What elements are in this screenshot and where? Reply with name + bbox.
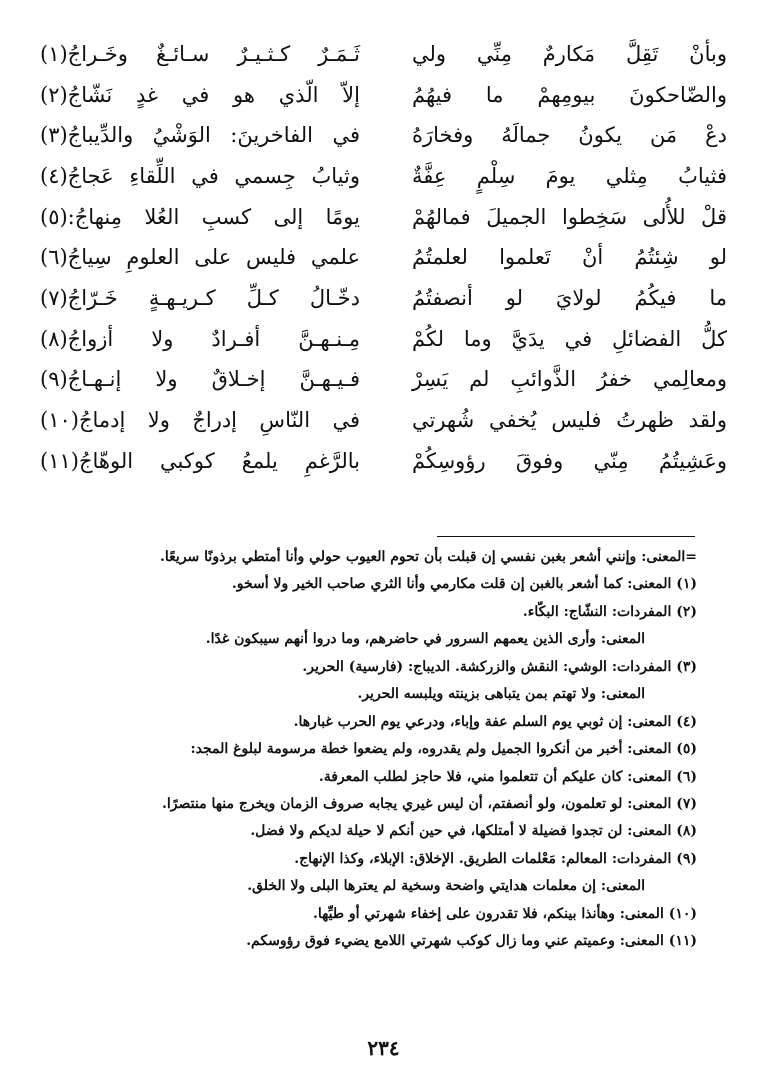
verse-line: [40, 156, 727, 197]
footnotes: [60, 544, 697, 956]
verse-second-hemistich: فـيـهـنَّ إخـلاقٌ ولا إنـهـاجُ(٩): [40, 367, 360, 392]
verse-first-hemistich: والضّاحكونَ بيومِهمْ ما فيهُمُ: [412, 82, 727, 107]
verse-first-hemistich: وعَشِيتُمُ مِنّي وفوقَ رؤوسِكُمْ: [412, 448, 727, 473]
verse-second-hemistich: في الفاخرينَ: الوَشْيُ والدِّيباجُ(٣): [40, 123, 360, 148]
verse-second-hemistich: مِـنـهـنَّ أفـرادٌ ولا أزواجُ(٨): [40, 326, 360, 351]
verse-first-hemistich: قلْ للأُلى سَخِطوا الجميلَ فمالهُمْ: [412, 204, 727, 229]
verse-second-hemistich: يومًا إلى كسبِ العُلا مِنهاجُ:(٥): [40, 204, 360, 229]
footnote-text: المعالم: مَعْلمات الطريق. الإخلاق: الإبلاء، وكذا الإنهاج.: [294, 850, 607, 867]
footnote-label: (١٠) المعنى:: [619, 905, 697, 922]
verse-second-hemistich: في النّاسِ إدراجٌ ولا إدماجُ(١٠): [40, 408, 360, 433]
verse-line: [40, 400, 727, 441]
footnote-label: (١) المعنى:: [627, 576, 697, 592]
footnote: [60, 544, 697, 571]
footnote-text: لن تجدوا فضيلة لا أمتلكها، في حين أنكم لا حيلة لديكم ولا فضل.: [250, 823, 623, 839]
verse-first-hemistich: ما فيكُمُ لولايَ لو أنصفتُمُ: [412, 285, 727, 310]
footnote: [60, 681, 697, 709]
footnote-text: ولا تهتم بمن يتباهى بزينته ويلبسه الحرير.: [357, 686, 597, 702]
footnote: [60, 599, 697, 627]
footnote-text: إن معلمات هدايتي واضحة وسخية لم يعترها البلى ولا الخلق.: [247, 878, 597, 894]
footnote-text: أخبر من أنكروا الجميل ولم يقدروه، ولم يضعوا خطة مرسومة لبلوغ المجد:: [190, 741, 623, 757]
poem: [40, 34, 727, 482]
page-number: ٢٣٤: [367, 1036, 400, 1060]
footnote: [60, 626, 697, 654]
footnote-text: لو تعلمون، ولو أنصفتم، أن ليس غيري يجابه صروف الزمان ويخرج منها منتصرًا.: [162, 796, 623, 812]
footnote: [60, 571, 697, 599]
footnote: [60, 764, 697, 792]
verse-line: [40, 237, 727, 278]
verse-line: [40, 360, 727, 401]
footnote: [60, 818, 697, 846]
footnote: [60, 709, 697, 737]
footnote-label: المعنى:: [600, 686, 645, 702]
footnote-text: وإنني أشعر بغبن نفسي إن قبلت بأن تحوم العيوب حولي وأنا أمتطي برذونًا سريعًا.: [160, 549, 637, 565]
footnote: [60, 901, 697, 929]
footnote-label: (٥) المعنى:: [627, 741, 697, 757]
footnote-label: (٣) المفردات:: [611, 658, 697, 675]
verse-second-hemistich: دخّـالُ كـلِّ كـريـهـةٍ خَـرّاجُ(٧): [40, 285, 360, 310]
footnote: [60, 846, 697, 874]
footnote-text: الوشي: النقش والزركشة. الديباج: (فارسية) الحرير.: [302, 658, 607, 675]
verse-first-hemistich: لو شِئتُمُ أنْ تَعلموا لعلمتُمُ: [412, 245, 727, 270]
footnote-label: المعنى:: [600, 878, 645, 894]
verse-first-hemistich: دعْ مَن يكونُ جمالَهُ وفخارَهُ: [412, 123, 727, 148]
footnote-separator: [437, 536, 695, 537]
verse-second-hemistich: إلاّ الّذي هو في غدٍ نَشّاجُ(٢): [40, 82, 360, 107]
footnote: [60, 736, 697, 764]
footnote-label: (١١) المعنى:: [619, 933, 697, 949]
footnote-text: إن ثوبي يوم السلم عفة وإباء، ودرعي يوم الحرب غبارها.: [293, 713, 623, 730]
verse-line: [40, 441, 727, 482]
footnote-text: النشّاج: البكّاء.: [522, 603, 607, 620]
footnote-text: كان عليكم أن تتعلموا مني، فلا حاجز لطلب المعرفة.: [318, 768, 623, 785]
verse-line: [40, 115, 727, 156]
verse-second-hemistich: وثيابُ جِسمي في اللِّقاءِ عَجاجُ(٤): [40, 163, 360, 188]
footnote-text: وهأنذا بينكم، فلا تقدرون على إخفاء شهرتي أو طيِّها.: [313, 905, 615, 922]
verse-first-hemistich: كلُّ الفضائلِ في يدَيَّ وما لكُمْ: [412, 326, 727, 351]
verse-line: [40, 319, 727, 360]
verse-second-hemistich: بالرَّغمِ يلمعُ كوكبي الوهّاجُ(١١): [40, 448, 360, 473]
verse-line: [40, 197, 727, 238]
footnote-text: كما أشعر بالغبن إن قلت مكارمي وأنا الثري صاحب الخير ولا أسخو.: [231, 576, 623, 592]
footnote-text: وأرى الذين يعمهم السرور في حاضرهم، وما دروا أنهم سيبكون غدًا.: [205, 631, 597, 647]
footnote-label: (٨) المعنى:: [627, 823, 697, 839]
footnote-label: (٩) المفردات:: [611, 850, 697, 867]
footnote: [60, 654, 697, 682]
footnote-text: وعميتم عني وما زال كوكب شهرتي اللامع يضيء فوق رؤوسكم.: [246, 933, 615, 949]
footnote-label: (٧) المعنى:: [627, 796, 697, 812]
verse-line: [40, 34, 727, 75]
verse-line: [40, 278, 727, 319]
verse-second-hemistich: علمي فليس على العلومِ سِياجُ(٦): [40, 245, 360, 270]
footnote-label: =المعنى:: [641, 549, 697, 565]
verse-first-hemistich: ومعالِمي خفرُ الذَّوائبِ لم يَسِرْ: [412, 367, 727, 392]
verse-first-hemistich: فثيابُ مِثلي يومَ سِلْمٍ عِفَّةٌ: [412, 163, 727, 188]
footnote: [60, 873, 697, 901]
footnote-label: المعنى:: [600, 631, 645, 647]
verse-line: [40, 75, 727, 116]
verse-second-hemistich: ثَـمَـرٌ كـثـيـرٌ سـائـغٌ وخَـراجُ(١): [40, 41, 360, 66]
footnote-label: (٦) المعنى:: [627, 768, 697, 785]
footnote-label: (٢) المفردات:: [611, 603, 697, 620]
footnote-label: (٤) المعنى:: [627, 713, 697, 730]
footnote: [60, 791, 697, 818]
verse-first-hemistich: وبأنْ تَقِلَّ مَكارمٌ مِنِّي ولي: [412, 41, 727, 66]
footnote: [60, 928, 697, 956]
verse-first-hemistich: ولقد ظهرتُ فليس يُخفي شُهرتي: [412, 408, 727, 433]
